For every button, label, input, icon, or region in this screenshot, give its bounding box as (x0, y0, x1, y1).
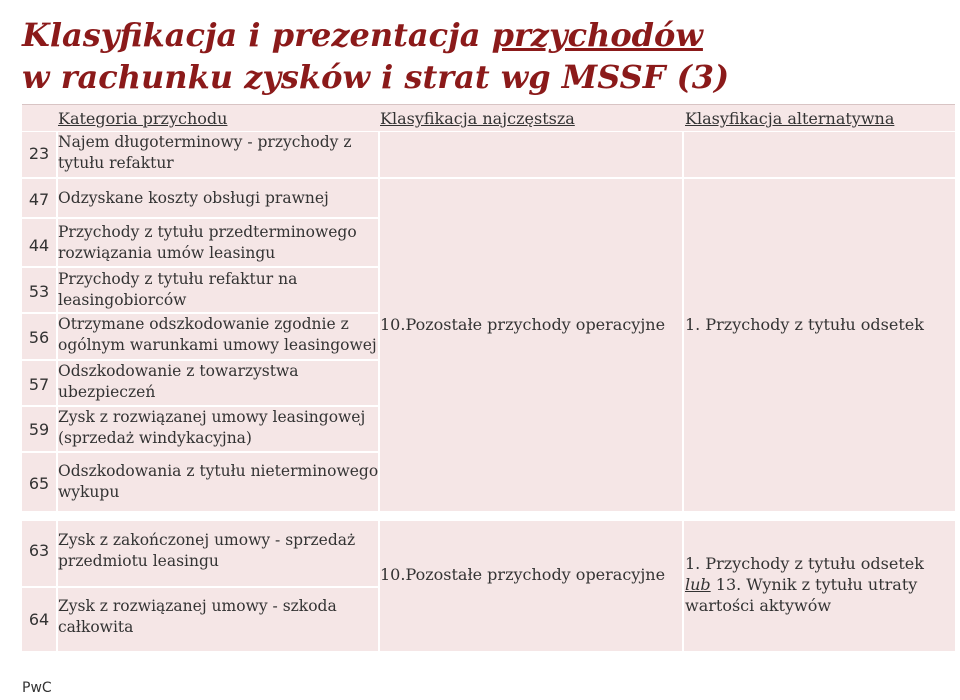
divider (22, 451, 378, 453)
row-description: Odzyskane koszty obsługi prawnej (58, 189, 329, 207)
header-alternative: Klasyfikacja alternatywna (685, 109, 895, 128)
group2-alternative: 1. Przychody z tytułu odsetek lub 13. Wynik z tytułu utraty wartości aktywów (685, 554, 924, 615)
group1-alternative: 1. Przychody z tytułu odsetek (685, 315, 924, 334)
divider (682, 521, 684, 651)
row-number: 65 (28, 474, 50, 493)
row-number: 53 (28, 282, 50, 301)
row-description: Zysk z rozwiązanej umowy - szkoda całkowita (58, 597, 337, 636)
row-description: Przychody z tytułu przedterminowego rozwiązania umów leasingu (58, 223, 357, 262)
page-title (22, 14, 942, 98)
row-description: Odszkodowania z tytułu nieterminowego wykupu (58, 462, 379, 501)
row-number: 59 (28, 420, 50, 439)
row-number: 63 (28, 541, 50, 560)
title-line1: Klasyfikacja i prezentacja (22, 16, 492, 54)
row-number: 44 (28, 236, 50, 255)
divider (22, 177, 955, 179)
row-description: Zysk z zakończonej umowy - sprzedaż przedmiotu leasingu (58, 531, 356, 570)
title-line2: w rachunku zysków i strat wg MSSF (3) (22, 58, 730, 96)
header-common: Klasyfikacja najczęstsza (380, 109, 575, 128)
row-description: Przychody z tytułu refaktur na leasingobiorców (58, 270, 298, 309)
row-description: Odszkodowanie z towarzystwa ubezpieczeń (58, 362, 299, 401)
classification-table (22, 104, 955, 652)
row-description: Zysk z rozwiązanej umowy leasingowej (sprzedaż windykacyjna) (58, 408, 366, 447)
footer-brand: PwC (22, 680, 52, 696)
row-number: 56 (28, 328, 50, 347)
row-number: 57 (28, 375, 50, 394)
row-description: Otrzymane odszkodowanie zgodnie z ogólnym warunkami umowy leasingowej (58, 315, 377, 354)
divider (682, 132, 684, 511)
divider (22, 217, 378, 219)
row-description: Najem długoterminowy - przychody z tytułu refaktur (58, 133, 352, 172)
title-line1-link: przychodów (491, 16, 703, 54)
row-number: 23 (28, 144, 50, 163)
header-category: Kategoria przychodu (58, 109, 228, 128)
divider (22, 266, 378, 268)
table-header (22, 104, 955, 131)
group1-classification: 10.Pozostałe przychody operacyjne (380, 315, 666, 334)
row-number: 64 (28, 610, 50, 629)
group2-classification: 10.Pozostałe przychody operacyjne (380, 565, 666, 584)
divider (22, 586, 378, 588)
row-number: 47 (28, 190, 50, 209)
